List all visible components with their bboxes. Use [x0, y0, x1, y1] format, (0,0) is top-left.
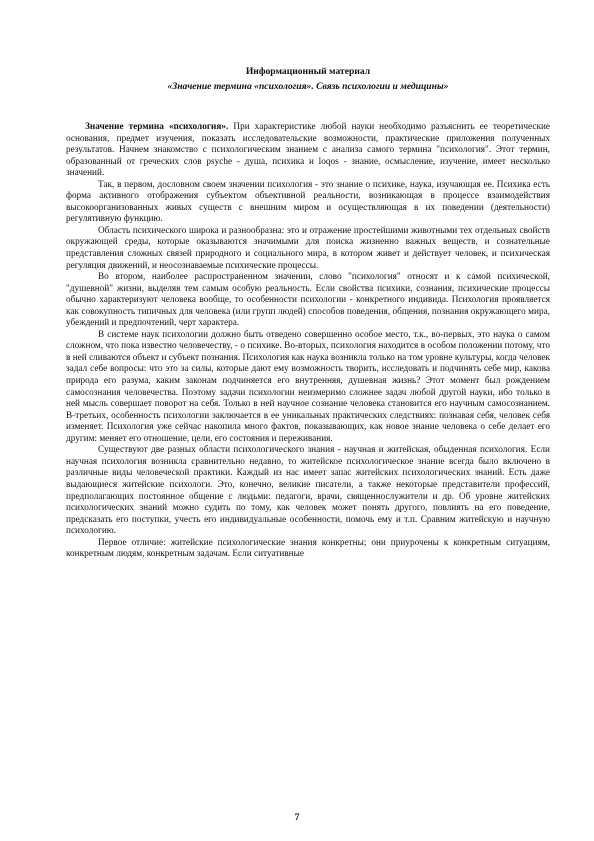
paragraph-2: Так, в первом, дословном своем значении психология - это знание о психике, наука, изучающая ее. Психика есть форма активного отображения субъектом объективной реальности, возникающая в процессе взаимодействия высокоорганизованных живых существ с внешним миром и осуществляющая в их поведении (деятельности) регулятивную функцию. [66, 179, 550, 225]
paragraph-3: Область психического широка и разнообразна: это и отражение простейшими животными тех отдельных свойств окружающей среды, которые оказываются значимыми для поиска жизненно важных веществ, и сознательные представления сложных связей природного и социального мира, в котором живет и действует человек, и психическая регуляция движений, и неосознаваемые психические процессы. [66, 225, 550, 271]
section-lead: Значение термина «психология». [85, 122, 229, 132]
paragraph-5: В системе наук психологии должно быть отведено совершенно особое место, т.к., во-первых, это наука о самом сложном, что пока известно человечеству, - о психике. Во-вторых, психология находится в особом положении потому, что в ней сливаются объект и субъект познания. Психология как наука возникла только на том уровне культуры, когда человек задал себе вопросы: что это за силы, которые дают ему возможность творить, исследовать и подчинять себе мир, какова природа его разума, каким законам подчиняется его внутренняя, душевная жизнь? Этот момент был рождением самосознания человечества. Поэтому задачи психологии неизмеримо сложнее задач любой другой науки, ибо только в ней мысль совершает поворот на себя. Только в ней научное сознание человека становится его научным самосознанием. В-третьих, особенность психологии заключается в ее уникальных практических следствиях: познавая себя, человек себя изменяет. Психология уже сейчас накопила много фактов, показывающих, как новое знание человека о себе делает его другим: меняет его отношение, цели, его состояния и переживания. [66, 329, 550, 444]
paragraph-4: Во втором, наиболее распространенном значении, слово "психология" относят и к самой психической, "душевной" жизни, выделяя тем самым особую реальность. Если свойства психики, сознания, психические процессы обычно характеризуют человека вообще, то особенности психологии - конкретного индивида. Психология проявляется как совокупность типичных для человека (или групп людей) способов поведения, общения, познания окружающего мира, убеждений и предпочтений, черт характера. [66, 272, 550, 329]
body-text [66, 122, 550, 561]
paragraph-7: Первое отличие: житейские психологические знания конкретны; они приурочены к конкретным ситуациям, конкретным людям, конкретным задачам. Если ситуативные [66, 537, 550, 560]
document-subtitle: «Значение термина «психология». Связь психологии и медицины» [167, 81, 449, 92]
paragraph-1 [66, 122, 550, 180]
title-block [66, 64, 550, 94]
document-title: Информационный материал [245, 66, 371, 77]
page-number: 7 [294, 812, 300, 823]
document-page [66, 64, 550, 804]
paragraph-1-text: При характеристике любой науки необходимо разъяснить ее теоретические основания, предмет изучения, показать исследовательские возможности, практические приложения полученных результатов. Начнем знакомство с психологическим знанием с анализа самого термина "психология". Этот термин, образованный от греческих слов psyche - душа, психика и loqos - знание, осмысление, изучение, имеет несколько значений. [66, 122, 550, 179]
paragraph-6: Существуют две разных области психологического знания - научная и житейская, обыденная психология. Если научная психология возникла сравнительно недавно, то житейское психологическое знание всегда было включено в различные виды человеческой практики. Каждый из нас имеет запас житейских психологических знаний. Есть даже выдающиеся житейские психологи. Это, конечно, великие писатели, а также некоторые представители профессий, предполагающих постоянное общение с людьми: педагоги, врачи, священнослужители и др. Об уровне житейских психологических знаний можно судить по тому, как человек может понять другого, повлиять на его поведение, предсказать его поступки, учесть его индивидуальные особенности, помочь ему и т.п. Сравним житейскую и научную психологию. [66, 445, 550, 537]
